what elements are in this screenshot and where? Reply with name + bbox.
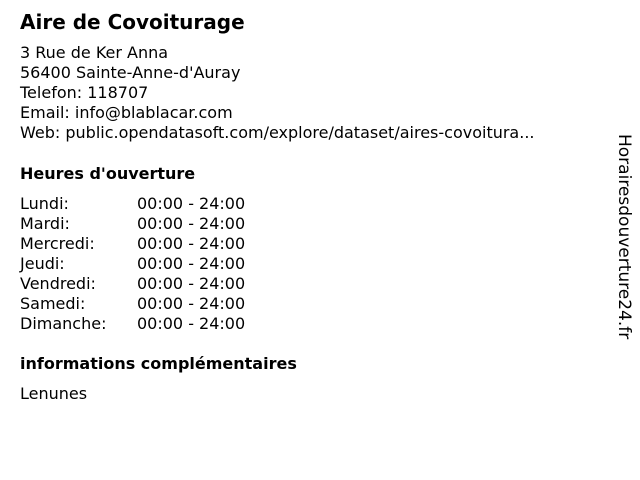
opening-hours-heading: Heures d'ouverture bbox=[20, 164, 196, 183]
email-text: Email: info@blablacar.com bbox=[20, 103, 233, 122]
day-label: Vendredi: bbox=[20, 274, 96, 293]
address-city: 56400 Sainte-Anne-d'Auray bbox=[20, 63, 241, 82]
hours-row-friday bbox=[20, 274, 245, 294]
day-label: Samedi: bbox=[20, 294, 86, 313]
day-hours: 00:00 - 24:00 bbox=[137, 194, 246, 213]
address-street: 3 Rue de Ker Anna bbox=[20, 43, 169, 62]
hours-row-sunday bbox=[20, 314, 245, 334]
day-label: Dimanche: bbox=[20, 314, 107, 333]
day-label: Mercredi: bbox=[20, 234, 95, 253]
day-label: Lundi: bbox=[20, 194, 69, 213]
phone-text: Telefon: 118707 bbox=[20, 83, 149, 102]
day-hours: 00:00 - 24:00 bbox=[137, 234, 246, 253]
place-title: Aire de Covoiturage bbox=[20, 10, 245, 34]
additional-info-text: Lenunes bbox=[20, 384, 88, 403]
additional-info-heading: informations complémentaires bbox=[20, 354, 297, 373]
website-text: Web: public.opendatasoft.com/explore/dataset/aires-covoitura... bbox=[20, 123, 535, 142]
hours-row-tuesday bbox=[20, 214, 245, 234]
hours-row-monday bbox=[20, 194, 245, 214]
hours-row-thursday bbox=[20, 254, 245, 274]
hours-row-saturday bbox=[20, 294, 245, 314]
day-hours: 00:00 - 24:00 bbox=[137, 274, 246, 293]
opening-hours-table bbox=[20, 194, 245, 334]
hours-row-wednesday bbox=[20, 234, 245, 254]
day-label: Jeudi: bbox=[20, 254, 65, 273]
day-hours: 00:00 - 24:00 bbox=[137, 254, 246, 273]
address-block bbox=[20, 43, 535, 143]
day-hours: 00:00 - 24:00 bbox=[137, 294, 246, 313]
day-hours: 00:00 - 24:00 bbox=[137, 314, 246, 333]
site-watermark: Horairesdouverture24.fr bbox=[614, 134, 634, 340]
day-hours: 00:00 - 24:00 bbox=[137, 214, 246, 233]
day-label: Mardi: bbox=[20, 214, 70, 233]
